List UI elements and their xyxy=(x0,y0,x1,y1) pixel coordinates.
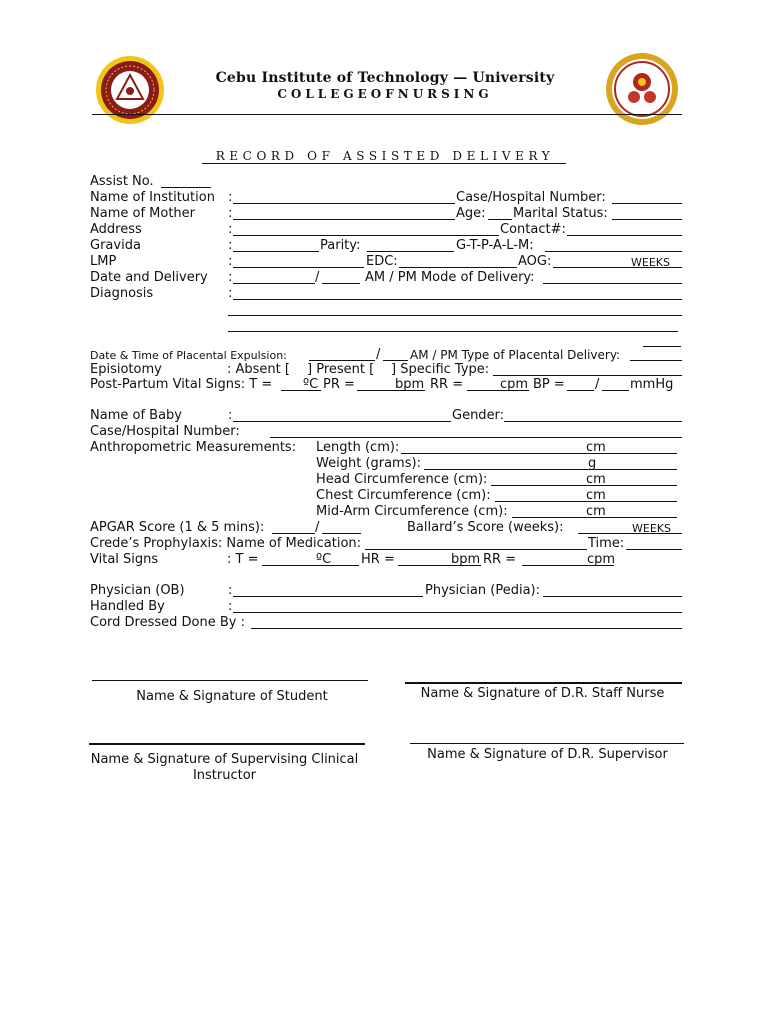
delivery-slash: / xyxy=(315,270,320,285)
placental-type-field[interactable] xyxy=(630,360,682,361)
present-checkbox[interactable]: ] Present [ xyxy=(307,362,375,377)
weight-unit: g xyxy=(588,456,597,471)
supervisor-signature-line[interactable] xyxy=(410,743,684,744)
length-unit: cm xyxy=(586,440,606,455)
pp-bp-label: BP = xyxy=(533,377,565,392)
instructor-signature-line[interactable] xyxy=(89,743,365,745)
diagnosis-label: Diagnosis xyxy=(90,286,154,301)
vs-hr-label: HR = xyxy=(361,552,395,567)
pp-bp-systolic-field[interactable] xyxy=(567,390,594,391)
handled-by-field[interactable] xyxy=(233,612,682,613)
midarm-unit: cm xyxy=(586,504,606,519)
weight-label: Weight (grams): xyxy=(316,456,421,471)
head-label: Head Circumference (cm): xyxy=(316,472,488,487)
vs-temp-label: : T = xyxy=(227,552,259,567)
placental-slash: / xyxy=(376,347,381,362)
mother-name-field[interactable] xyxy=(233,219,455,220)
apgar-slash: / xyxy=(315,520,320,535)
vs-deg-unit: ºC xyxy=(316,552,332,567)
handled-by-colon: : xyxy=(228,599,233,614)
absent-checkbox[interactable]: : Absent [ xyxy=(227,362,290,377)
address-colon: : xyxy=(228,222,233,237)
physician-ob-colon: : xyxy=(228,583,233,598)
baby-case-field[interactable] xyxy=(270,437,682,438)
diagnosis-field-3[interactable] xyxy=(228,331,678,332)
assist-no-label: Assist No. xyxy=(90,174,154,189)
cord-dressed-field[interactable] xyxy=(251,628,682,629)
mother-colon: : xyxy=(228,206,233,221)
staff-nurse-signature-line[interactable] xyxy=(405,682,682,684)
placental-label: Date & Time of Placental Expulsion: xyxy=(90,349,287,362)
date-delivery-label: Date and Delivery xyxy=(90,270,208,285)
baby-colon: : xyxy=(228,408,233,423)
diagnosis-field-1[interactable] xyxy=(233,299,682,300)
apgar-label: APGAR Score (1 & 5 mins): xyxy=(90,520,265,535)
diagnosis-field-4[interactable] xyxy=(643,346,681,347)
address-label: Address xyxy=(90,222,142,237)
ballard-label: Ballard’s Score (weeks): xyxy=(407,520,564,535)
gtpalm-label: G-T-P-A-L-M: xyxy=(456,238,534,253)
delivery-date-field[interactable] xyxy=(233,283,315,284)
student-signature-label: Name & Signature of Student xyxy=(136,689,328,704)
gender-label: Gender: xyxy=(452,408,505,423)
lmp-field[interactable] xyxy=(233,267,364,268)
marital-label: Marital Status: xyxy=(513,206,608,221)
crede-time-field[interactable] xyxy=(626,549,682,550)
ballard-weeks-unit: WEEKS xyxy=(632,522,671,535)
vs-cpm-unit: cpm xyxy=(587,552,616,567)
vs-rr-label: RR = xyxy=(483,552,517,567)
pp-bp-slash: / xyxy=(595,377,600,392)
gravida-colon: : xyxy=(228,238,233,253)
contact-label: Contact#: xyxy=(500,222,566,237)
mother-label: Name of Mother xyxy=(90,206,195,221)
crede-time-label: Time: xyxy=(588,536,625,551)
diagnosis-field-2[interactable] xyxy=(228,315,682,316)
baby-case-label: Case/Hospital Number: xyxy=(90,424,240,439)
supervisor-signature-label: Name & Signature of D.R. Supervisor xyxy=(427,747,668,762)
specific-type-field[interactable] xyxy=(493,375,682,376)
head-field[interactable] xyxy=(491,485,677,486)
placental-date-field[interactable] xyxy=(309,360,375,361)
case-number-field[interactable] xyxy=(612,203,682,204)
aog-label: AOG: xyxy=(518,254,552,269)
baby-name-field[interactable] xyxy=(233,421,451,422)
gravida-label: Gravida xyxy=(90,238,141,253)
physician-pedia-field[interactable] xyxy=(543,596,682,597)
parity-label: Parity: xyxy=(320,238,361,253)
instructor-signature-label-1: Name & Signature of Supervising Clinical xyxy=(90,752,359,767)
length-label: Length (cm): xyxy=(316,440,400,455)
age-field[interactable] xyxy=(488,219,512,220)
aog-weeks-unit: WEEKS xyxy=(631,256,670,269)
pp-pr-label: PR = xyxy=(323,377,355,392)
assist-no-field[interactable] xyxy=(161,187,211,188)
title-underline xyxy=(202,163,566,164)
midarm-label: Mid-Arm Circumference (cm): xyxy=(316,504,508,519)
pp-vitals-label: Post-Partum Vital Signs: T = xyxy=(90,377,273,392)
date-delivery-colon: : xyxy=(228,270,233,285)
physician-ob-field[interactable] xyxy=(233,596,423,597)
student-signature-line[interactable] xyxy=(92,680,368,681)
episiotomy-label: Episiotomy xyxy=(90,362,162,377)
length-field[interactable] xyxy=(401,453,677,454)
college-name: COLLEGEOFNURSING xyxy=(277,87,493,101)
baby-label: Name of Baby xyxy=(90,408,182,423)
pp-deg-unit: ºC xyxy=(303,377,319,392)
pp-mmhg-unit: mmHg xyxy=(630,377,674,392)
cord-dressed-label: Cord Dressed Done By : xyxy=(90,615,245,630)
instructor-signature-label-2: Instructor xyxy=(192,768,257,783)
diagnosis-colon: : xyxy=(228,286,233,301)
weight-field[interactable] xyxy=(424,469,677,470)
delivery-mode-field[interactable] xyxy=(543,283,682,284)
gender-field[interactable] xyxy=(504,421,682,422)
vs-temp-field[interactable] xyxy=(262,565,359,566)
chest-label: Chest Circumference (cm): xyxy=(316,488,491,503)
gtpalm-field[interactable] xyxy=(545,251,682,252)
marital-field[interactable] xyxy=(612,219,682,220)
handled-by-label: Handled By xyxy=(90,599,165,614)
address-field[interactable] xyxy=(233,235,499,236)
institution-colon: : xyxy=(228,190,233,205)
staff-nurse-signature-label: Name & Signature of D.R. Staff Nurse xyxy=(420,686,665,701)
delivery-time-field[interactable] xyxy=(322,283,360,284)
placental-type-label: AM / PM Type of Placental Delivery: xyxy=(410,348,621,362)
chest-unit: cm xyxy=(586,488,606,503)
specific-type-label: ] Specific Type: xyxy=(391,362,490,377)
delivery-mode-label: AM / PM Mode of Delivery: xyxy=(365,270,535,285)
apgar-1min-field[interactable] xyxy=(272,533,315,534)
case-number-label: Case/Hospital Number: xyxy=(456,190,606,205)
lmp-label: LMP xyxy=(90,254,117,269)
contact-field[interactable] xyxy=(567,235,682,236)
placental-time-field[interactable] xyxy=(383,360,408,361)
document-title: RECORD OF ASSISTED DELIVERY xyxy=(215,149,555,163)
gravida-field[interactable] xyxy=(233,251,319,252)
edc-field[interactable] xyxy=(399,267,517,268)
header-rule xyxy=(92,114,682,115)
physician-pedia-label: Physician (Pedia): xyxy=(425,583,540,598)
school-name: Cebu Institute of Technology — University xyxy=(215,70,555,86)
institution-field[interactable] xyxy=(233,203,455,204)
age-label: Age: xyxy=(456,206,486,221)
parity-field[interactable] xyxy=(367,251,454,252)
physician-ob-label: Physician (OB) xyxy=(90,583,185,598)
pp-cpm-unit: cpm xyxy=(500,377,529,392)
anthro-label: Anthropometric Measurements: xyxy=(90,440,297,455)
vital-signs-label: Vital Signs xyxy=(90,552,159,567)
apgar-5min-field[interactable] xyxy=(322,533,361,534)
vs-bpm-unit: bpm xyxy=(451,552,481,567)
lmp-colon: : xyxy=(228,254,233,269)
pp-bpm-unit: bpm xyxy=(395,377,425,392)
edc-label: EDC: xyxy=(366,254,398,269)
pp-rr-label: RR = xyxy=(430,377,464,392)
institution-label: Name of Institution xyxy=(90,190,215,205)
crede-label: Crede’s Prophylaxis: Name of Medication: xyxy=(90,536,362,551)
pp-bp-diastolic-field[interactable] xyxy=(602,390,629,391)
crede-medication-field[interactable] xyxy=(365,549,587,550)
head-unit: cm xyxy=(586,472,606,487)
